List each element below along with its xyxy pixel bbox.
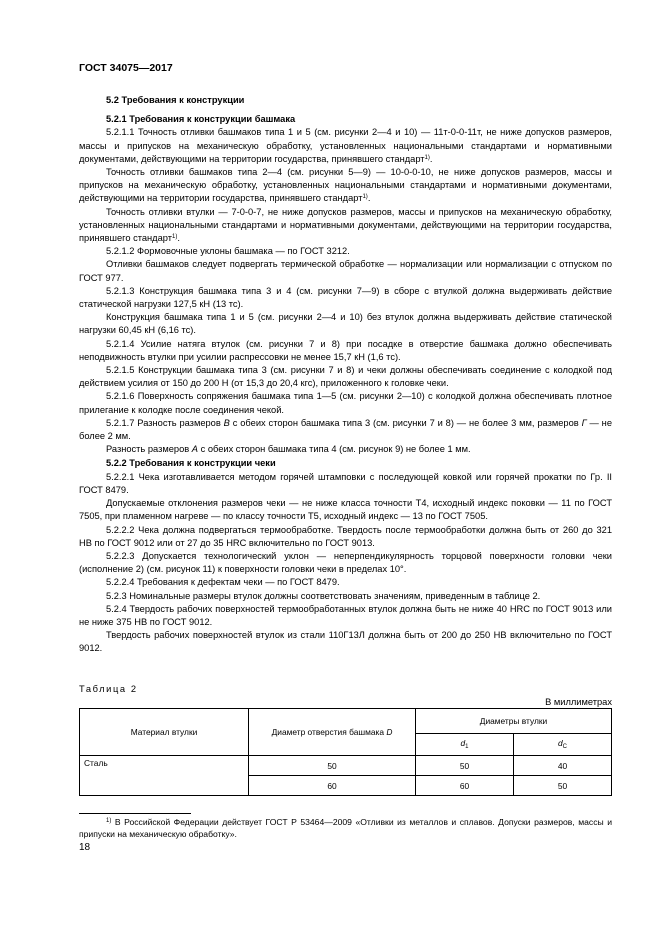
paragraph: 5.2.2.1 Чека изготавливается методом горячей штамповки с последующей ковкой или горячей прокатки по Гр. II ГОСТ 8479.: [79, 471, 612, 495]
paragraph: 5.2.2.2 Чека должна подвергаться термообработке. Твердость после термообработки должна быть от 260 до 321 НВ по ГОСТ 9012 или от 27 до 35 HRC включительно по ГОСТ 9013.: [79, 524, 612, 548]
table-row: [80, 756, 612, 776]
paragraph: Твердость рабочих поверхностей втулок из стали 110Г13Л должна быть от 200 до 250 НВ включительно по ГОСТ 9012.: [79, 630, 612, 654]
header-diameter: Диаметр отверстия башмака D: [249, 709, 416, 756]
paragraph: 5.2.2.3 Допускается технологический уклон — неперпендикулярность торцовой поверхности головки чеки (исполнение 2) (см. рисунок 11) к поверхности головки чеки в пределах 10°.: [79, 550, 612, 575]
cell-dc: 40: [513, 756, 611, 776]
paragraph: Отливки башмаков следует подвергать термической обработке — нормализации или нормализации с отпуском по ГОСТ 977.: [79, 259, 612, 283]
page-number: 18: [79, 842, 91, 853]
paragraph: Конструкция башмака типа 1 и 5 (см. рисунки 2—4 и 10) без втулок должна выдерживать действие статической нагрузки 60,45 кН (6,16 тс).: [79, 312, 612, 336]
paragraph: 5.2.1.3 Конструкция башмака типа 3 и 4 (см. рисунки 7—9) в сборе с втулкой должна выдерживать действие статической нагрузки 127,5 кН (13 тс).: [79, 285, 612, 310]
cell-D: 50: [249, 756, 416, 776]
paragraph: 5.2.1.6 Поверхность сопряжения башмака типа 1—5 (см. рисунки 2—10) с колодкой должна обеспечивать плотное прилегание к колодке после соединения чекой.: [79, 391, 612, 415]
footnote-ref: 1): [172, 234, 178, 241]
cell-d1: 60: [416, 776, 514, 796]
table-caption: Таблица 2: [79, 684, 138, 694]
paragraph: Допускаемые отклонения размеров чеки — не ниже класса точности Т4, исходный индекс поковки — 11 по ГОСТ 7505, при пламенном нагреве — по классу точности Т5, исходный индекс — 13 по ГОСТ 7505.: [79, 498, 612, 522]
paragraph: 5.2.1.2 Формовочные уклоны башмака — по ГОСТ 3212.: [106, 246, 350, 257]
header-d1: $d_1$: [416, 733, 514, 755]
cell-dc: 50: [513, 776, 611, 796]
footnote-mark: 1): [106, 818, 112, 824]
paragraph: Точность отливки втулки — 7-0-0-7, не ниже допусков размеров, массы и припусков на механическую обработку, установленных национальными стандартами и нормативными документами, действующими на территории государства, принявшего стандарт$^{1)}$.: [79, 206, 612, 244]
paragraph: 5.2.3 Номинальные размеры втулок должны соответствовать значениям, приведенным в таблице 2.: [106, 590, 541, 601]
cell-d1: 50: [416, 756, 514, 776]
document-body: [79, 93, 612, 656]
paragraph: 5.2.1.1 Точность отливки башмаков типа 1 и 5 (см. рисунки 2—4 и 10) — 11т-0-0-11т, не ниже допусков размеров, массы и припусков на механическую обработку, установленных национальными стандартами и нормативными документами, действующими на территории государства, принявшего стандарт$^{1)}$.: [79, 127, 612, 164]
paragraph: 5.2.2.4 Требования к дефектам чеки — по ГОСТ 8479.: [106, 577, 340, 588]
cell-material: Сталь: [80, 756, 249, 796]
cell-D: 60: [249, 776, 416, 796]
header-bushing-diameters: Диаметры втулки: [416, 709, 612, 734]
standard-header: ГОСТ 34075—2017: [79, 62, 173, 74]
footnote: $^{1)}$ В Российской Федерации действует ГОСТ Р 53464—2009 «Отливки из металлов и сплавов. Допуски размеров, массы и припуски на механическую обработку».: [79, 817, 612, 839]
paragraph: 5.2.1.4 Усилие натяга втулок (см. рисунки 7 и 8) при посадке в отверстие башмака должно обеспечивать неподвижность втулки при усилии распрессовки не менее 15,7 кН (1,6 тс).: [79, 338, 612, 362]
footnote-ref: 1): [424, 154, 430, 161]
header-dc: $d_С$: [513, 733, 611, 755]
subsection-heading: 5.2.2 Требования к конструкции чеки: [106, 458, 276, 469]
header-material: Материал втулки: [80, 709, 249, 756]
subsection-heading: 5.2.1 Требования к конструкции башмака: [106, 114, 296, 125]
table-units: В миллиметрах: [545, 697, 612, 707]
section-heading: 5.2 Требования к конструкции: [106, 95, 245, 105]
bushing-dimensions-table: [79, 708, 612, 796]
paragraph: 5.2.1.7 Разность размеров В с обеих сторон башмака типа 3 (см. рисунки 7 и 8) — не более 3 мм, размеров Г — не более 2 мм.: [79, 417, 612, 442]
paragraph: 5.2.1.5 Конструкции башмака типа 3 (см. рисунки 7 и 8) и чеки должны обеспечивать соединение с колодкой под действием усилия от 150 до 200 Н (от 15,3 до 20,4 кгс), приложенного к головке чеки.: [79, 365, 612, 389]
footnote-divider: [79, 813, 191, 814]
paragraph: 5.2.4 Твердость рабочих поверхностей термообработанных втулок должна быть не ниже 40 HRC по ГОСТ 9013 или не ниже 375 НВ по ГОСТ 9012.: [79, 603, 612, 627]
footnote-ref: 1): [362, 194, 368, 201]
paragraph: Разность размеров А с обеих сторон башмака типа 4 (см. рисунок 9) не более 1 мм.: [106, 444, 471, 455]
paragraph: Точность отливки башмаков типа 2—4 (см. рисунки 5—9) — 10-0-0-10, не ниже допусков размеров, массы и припусков на механическую обработку, установленных национальными стандартами и нормативными документами, действующими на территории государства, принявшего стандарт$^{1)}$.: [79, 167, 612, 204]
table-header-row: [80, 709, 612, 734]
